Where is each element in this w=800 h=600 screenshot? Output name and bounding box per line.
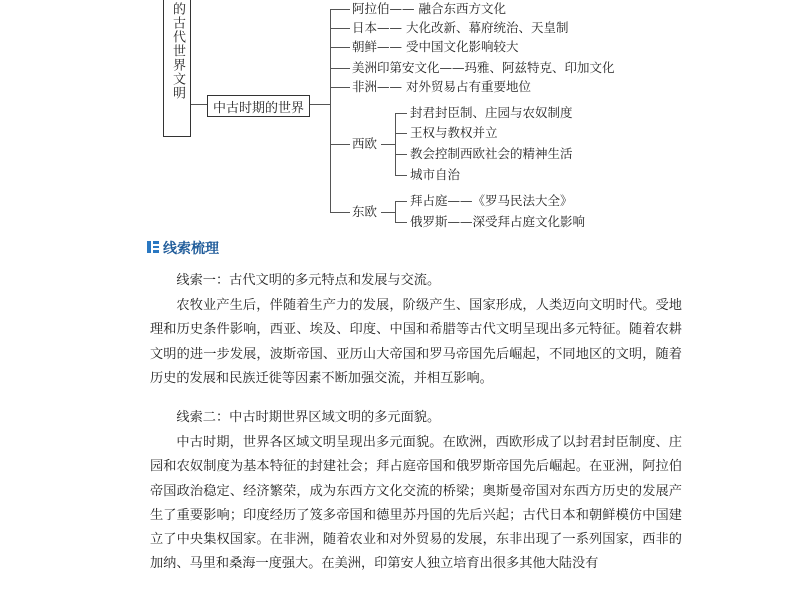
branch-arabia: 阿拉伯—— 融合东西方文化 <box>352 1 506 16</box>
connector <box>330 28 350 29</box>
section-marker-icon <box>147 241 159 253</box>
connector <box>330 9 350 10</box>
connector <box>330 68 350 69</box>
clue2-title: 线索二：中古时期世界区域文明的多元面貌。 <box>176 410 441 425</box>
map-trunk <box>330 9 331 212</box>
clue2-body: 中古时期，世界各区域文明呈现出多元面貌。在欧洲，西欧形成了以封君封臣制度、庄园和农奴制度为基本特征的封建社会；拜占庭帝国和俄罗斯帝国先后崛起。在亚洲，阿拉伯帝国政治稳定、经济繁荣，成为东西方文化交流的桥梁；奥斯曼帝国对东西方历史的发展产生了重要影响；印度经历了笈多帝国和德里苏丹国的先后兴起；古代日本和朝鲜模仿中国建立了中央集权国家。在非洲，随着农业和对外贸易的发展，东非出现了一系列国家，西非的加纳、马里和桑海一度强大。在美洲，印第安人独立培育出很多其他大陆没有 <box>150 435 682 572</box>
connector <box>381 212 395 213</box>
east-europe-item: 拜占庭——《罗马民法大全》 <box>410 193 573 208</box>
branch-america: 美洲印第安文化——玛雅、阿兹特克、印加文化 <box>352 60 615 75</box>
central-node: 中古时期的世界 <box>207 95 310 117</box>
connector <box>330 87 350 88</box>
connector <box>191 104 207 105</box>
west-europe-bracket <box>395 113 396 175</box>
connector <box>395 222 407 223</box>
clue1-title: 线索一：古代文明的多元特点和发展与交流。 <box>176 273 441 288</box>
connector <box>395 113 407 114</box>
connector <box>381 144 395 145</box>
west-europe-item: 封君封臣制、庄园与农奴制度 <box>410 105 573 120</box>
connector <box>395 201 407 202</box>
branch-japan: 日本—— 大化改新、幕府统治、天皇制 <box>352 20 569 35</box>
branch-africa: 非洲—— 对外贸易占有重要地位 <box>352 79 531 94</box>
west-europe-item: 城市自治 <box>410 167 461 182</box>
branch-korea: 朝鲜—— 受中国文化影响较大 <box>352 39 519 54</box>
era-vertical-label: 的古代世界文明 <box>163 0 191 137</box>
west-europe-item: 王权与教权并立 <box>410 125 498 140</box>
clue1-body: 农牧业产生后，伴随着生产力的发展，阶级产生、国家形成，人类迈向文明时代。受地理和历史条件影响，西亚、埃及、印度、中国和希腊等古代文明呈现出多元特征。随着农耕文明的进一步发展，波斯帝国、亚历山大帝国和罗马帝国先后崛起，不同地区的文明，随着历史的发展和民族迁徙等因素不断加强交流，并相互影响。 <box>150 298 682 386</box>
east-europe-label: 东欧 <box>352 204 378 219</box>
east-europe-bracket <box>395 201 396 223</box>
east-europe-item: 俄罗斯——深受拜占庭文化影响 <box>410 214 586 229</box>
west-europe-label: 西欧 <box>352 136 378 151</box>
connector <box>330 144 350 145</box>
section-title: 线索梳理 <box>163 241 219 257</box>
connector <box>330 212 350 213</box>
connector <box>395 154 407 155</box>
connector <box>395 175 407 176</box>
connector <box>395 133 407 134</box>
connector <box>310 104 330 105</box>
west-europe-item: 教会控制西欧社会的精神生活 <box>410 146 573 161</box>
connector <box>330 47 350 48</box>
